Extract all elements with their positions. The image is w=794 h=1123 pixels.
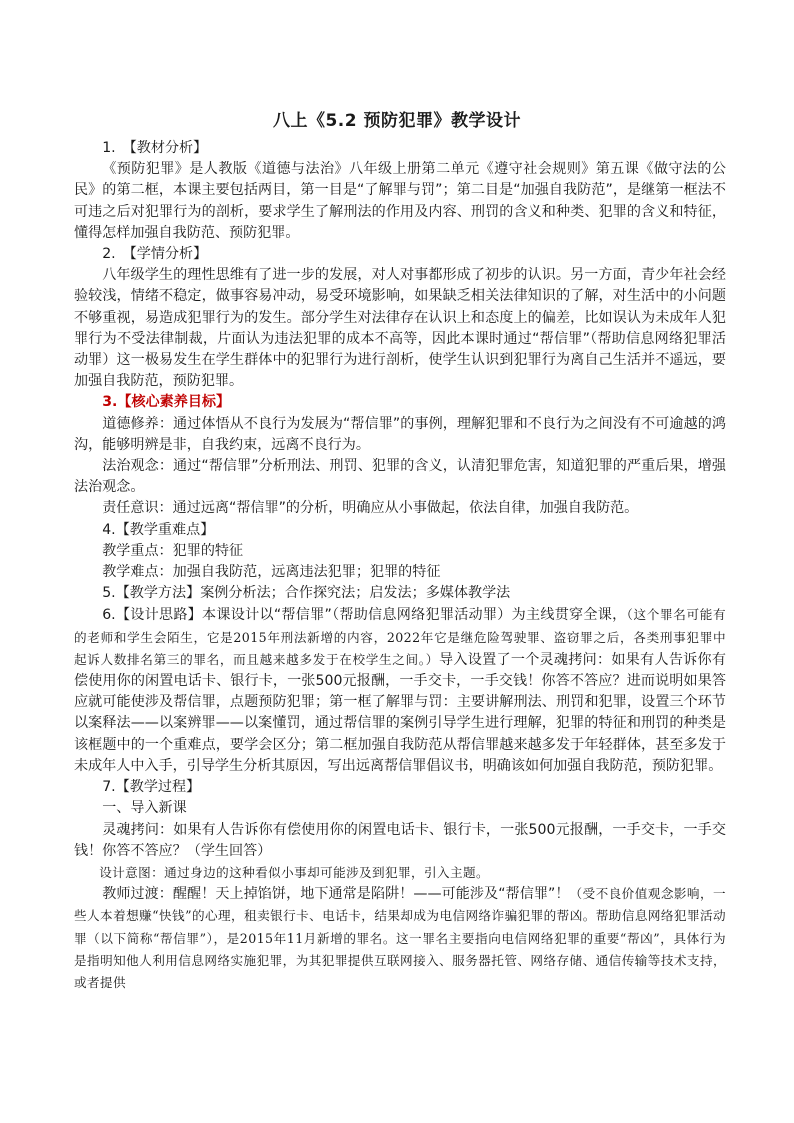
design-idea-aside: （这个罪名可能有的老师和学生会陌生，它是2015年刑法新增的内容，2022年它是继危险驾驶罪、盗窃罪之后，各类刑事犯罪中起诉人数排名第三的罪名，而且越来越多发于在校学生之间。） [74, 607, 726, 667]
goal-rule-of-law: 法治观念：通过“帮信罪”分析刑法、刑罚、犯罪的含义，认清犯罪危害，知道犯罪的严重后果，增强法治观念。 [74, 458, 726, 496]
teacher-transition-text: 教师过渡：醒醒！天上掉馅饼，地下通常是陷阱！——可能涉及“帮信罪”！ [102, 886, 570, 903]
teaching-methods-line: 5.【教学方法】案例分析法；合作探究法；启发法；多媒体教学法 [102, 585, 511, 602]
teacher-transition-aside: （受不良价值观念影响，一些人本着想赚“快钱”的心理，租卖银行卡、电话卡，结果却成为电信网络诈骗犯罪的帮凶。帮助信息网络犯罪活动罪（以下简称“帮信罪”），是2015年11月新增的罪名。这一罪名主要指向电信网络犯罪的重要“帮凶”，具体行为是指明知他人利用信息网络实施犯罪，为其犯罪提供互联网接入、服务器托管、网络存储、通信传输等技术支持，或者提供 [74, 886, 726, 990]
section-heading-core-literacy: 3.【核心素养目标】 [102, 394, 231, 411]
design-intent-line: 设计意图：通过身边的这种看似小事却可能涉及到犯罪，引入主题。 [99, 864, 489, 880]
goal-moral-cultivation: 道德修养：通过体悟从不良行为发展为“帮信罪”的事例，理解犯罪和不良行为之间没有不可逾越的鸿沟，能够明辨是非，自我约束，远离不良行为。 [74, 415, 726, 453]
document-title: 八上《5.2 预防犯罪》教学设计 [272, 111, 522, 131]
section-heading-student-analysis: 2. 【学情分析】 [102, 246, 208, 263]
textbook-analysis-paragraph: 《预防犯罪》是人教版《道德与法治》八年级上册第二单元《遵守社会规则》第五课《做守法的公民》的第二框，本课主要包括两目，第一目是“了解罪与罚”；第二目是“加强自我防范”，是继第一框法不可违之后对犯罪行为的剖析，要求学生了解刑法的作用及内容、刑罚的含义和种类、犯罪的含义和特征，懂得怎样加强自我防范、预防犯罪。 [74, 161, 726, 241]
subsection-introduction: 一、导入新课 [102, 800, 187, 817]
student-analysis-paragraph: 八年级学生的理性思维有了进一步的发展，对人对事都形成了初步的认识。另一方面，青少年社会经验较浅，情绪不稳定，做事容易冲动，易受环境影响，如果缺乏相关法律知识的了解，对生活中的小问题不够重视，易造成犯罪行为的发生。部分学生对法律存在认识上和态度上的偏差，比如误认为未成年人犯罪行为不受法律制裁，片面认为违法犯罪的成本不高等，因此本课时通过“帮信罪”（帮助信息网络犯罪活动罪）这一极易发生在学生群体中的犯罪行为进行剖析，使学生认识到犯罪行为离自己生活并不遥远，要加强自我防范，预防犯罪。 [74, 267, 726, 390]
design-idea-part-a: 6.【设计思路】本课设计以“帮信罪”（帮助信息网络犯罪活动罪）为主线贯穿全课， [102, 607, 627, 624]
section-heading-teaching-process: 7.【教学过程】 [102, 779, 201, 796]
goal-responsibility: 责任意识：通过远离“帮信罪”的分析，明确应从小事做起，依法自律，加强自我防范。 [102, 500, 639, 517]
design-idea-part-c: 导入设置了一个灵魂拷问：如果有人告诉你有偿使用你的闲置电话卡、银行卡，一张500元报酬，一手交卡，一手交钱！你答不答应？进而说明如果答应就可能使涉及帮信罪，点题预防犯罪；第一框了解罪与罚：主要讲解刑法、刑罚和犯罪，设置三个环节以案释法——以案辨罪——以案懂罚，通过帮信罪的案例引导学生进行理解，犯罪的特征和刑罚的种类是该框题中的一个重难点，要学会区分；第二框加强自我防范从帮信罪越来越多发于年轻群体，甚至多发于未成年人中入手，引导学生分析其原因，写出远离帮信罪倡议书，明确该如何加强自我防范，预防犯罪。 [74, 651, 726, 774]
design-idea-paragraph [74, 604, 726, 777]
soul-question-paragraph: 灵魂拷问：如果有人告诉你有偿使用你的闲置电话卡、银行卡，一张500元报酬，一手交卡，一手交钱！你答不答应？（学生回答） [74, 821, 726, 859]
teaching-difficult-point: 教学难点：加强自我防范，远离违法犯罪；犯罪的特征 [102, 564, 441, 581]
section-heading-textbook-analysis: 1. 【教材分析】 [102, 140, 208, 156]
teaching-key-point: 教学重点：犯罪的特征 [102, 542, 244, 559]
document-body [74, 138, 726, 994]
section-heading-key-difficult-points: 4.【教学重难点】 [102, 521, 215, 538]
teacher-transition-paragraph [74, 883, 726, 994]
